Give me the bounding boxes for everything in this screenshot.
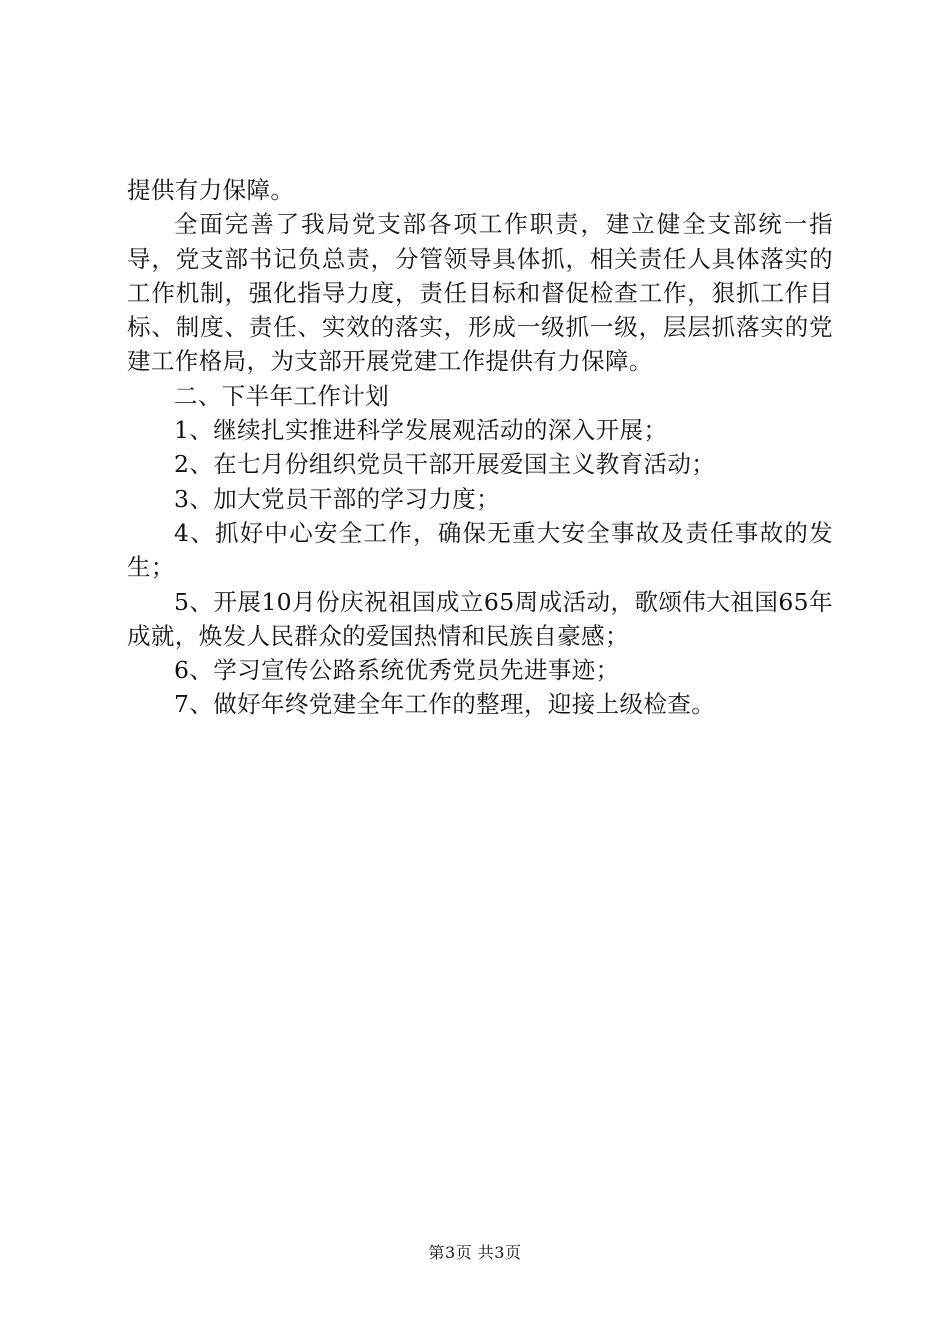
plan-item-3: 3、加大党员干部的学习力度；: [174, 484, 501, 513]
document-body: [127, 173, 833, 722]
page-footer: [0, 1243, 950, 1263]
plan-item-1: 1、继续扎实推进科学发展观活动的深入开展；: [174, 416, 668, 445]
plan-item-6: 6、学习宣传公路系统优秀党员先进事迹；: [174, 656, 620, 685]
page-number-label: 第3页 共3页: [428, 1243, 522, 1262]
plan-item-5: 5、开展10月份庆祝祖国成立65周成活动，歌颂伟大祖国65年成就，焕发人民群众的爱国热情和民族自豪感；: [127, 587, 833, 650]
section-heading-second-half-plan: 二、下半年工作计划: [174, 381, 390, 410]
plan-item-2: 2、在七月份组织党员干部开展爱国主义教育活动；: [174, 450, 716, 479]
plan-item-4: 4、抓好中心安全工作，确保无重大安全事故及责任事故的发生；: [127, 518, 833, 582]
plan-item-7: 7、做好年终党建全年工作的整理，迎接上级检查。: [174, 690, 716, 719]
paragraph-continuation: 提供有力保障。: [127, 176, 295, 204]
paragraph-party-work-summary: 全面完善了我局党支部各项工作职责，建立健全支部统一指导，党支部书记负总责，分管领导具体抓，相关责任人具体落实的工作机制，强化指导力度，责任目标和督促检查工作，狠抓工作目标、制度、责任、实效的落实，形成一级抓一级，层层抓落实的党建工作格局，为支部开展党建工作提供有力保障。: [127, 210, 833, 376]
